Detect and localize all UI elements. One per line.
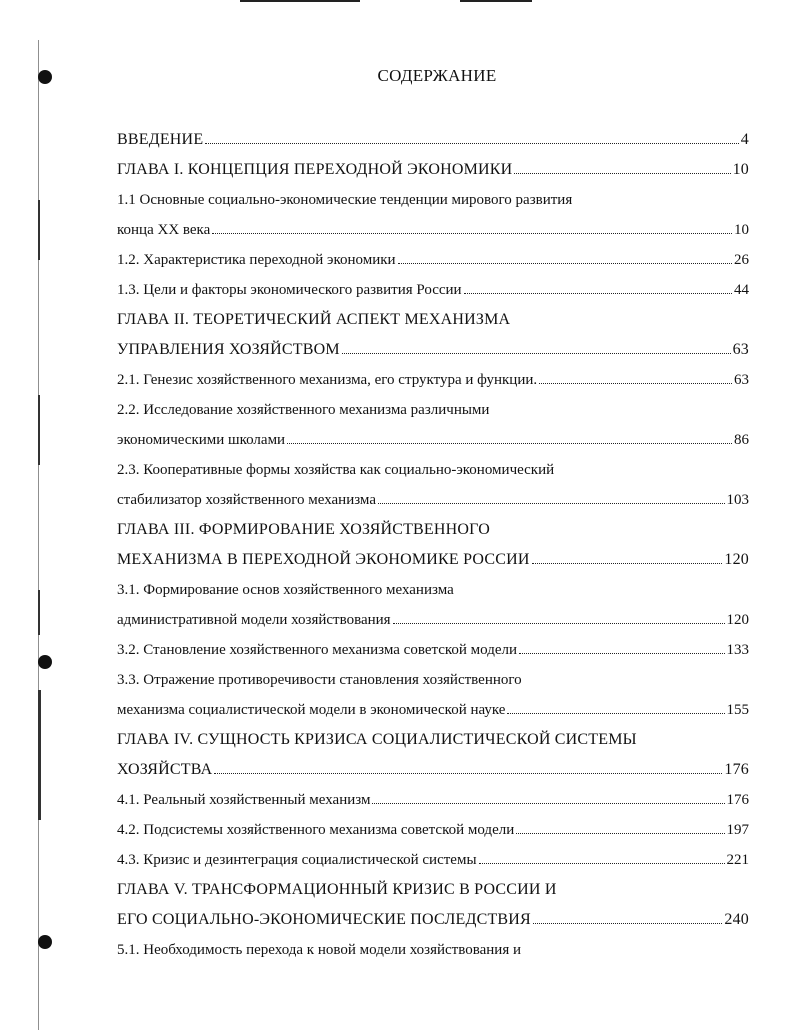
toc-entry-text: 1.2. Характеристика переходной экономики xyxy=(117,252,396,268)
toc-page-number: 176 xyxy=(726,792,749,808)
toc-chapter-entry xyxy=(117,155,749,185)
toc-page-number: 10 xyxy=(734,222,749,238)
scan-edge-mark xyxy=(38,395,40,465)
punch-hole-icon xyxy=(38,935,52,949)
toc-chapter-entry xyxy=(117,335,749,365)
toc-entry-text: конца XX века xyxy=(117,222,211,238)
toc-leader-dots xyxy=(214,772,722,774)
toc-entry-text: 2.2. Исследование хозяйственного механизма различными xyxy=(117,402,490,418)
toc-leader-dots xyxy=(514,172,730,174)
toc-page-number: 63 xyxy=(734,372,749,388)
toc-chapter-entry xyxy=(117,515,749,545)
toc-page-number: 197 xyxy=(726,822,749,838)
toc-section-entry xyxy=(117,575,749,605)
toc-entry-text: 1.3. Цели и факторы экономического развития России xyxy=(117,282,462,298)
toc-leader-dots xyxy=(507,712,724,714)
toc-chapter-entry xyxy=(117,755,749,785)
toc-page-number: 10 xyxy=(732,161,749,178)
toc-entry-text: ГЛАВА IV. СУЩНОСТЬ КРИЗИСА СОЦИАЛИСТИЧЕСКОЙ СИСТЕМЫ xyxy=(117,731,637,748)
toc-leader-dots xyxy=(533,922,722,924)
toc-section-entry xyxy=(117,785,749,815)
page-title: СОДЕРЖАНИЕ xyxy=(377,66,497,85)
toc-entry-text: ВВЕДЕНИЕ xyxy=(117,131,204,148)
punch-hole-icon xyxy=(38,655,52,669)
toc-leader-dots xyxy=(212,232,732,234)
toc-entry-text: МЕХАНИЗМА В ПЕРЕХОДНОЙ ЭКОНОМИКЕ РОССИИ xyxy=(117,551,530,568)
toc-entry-text: 4.3. Кризис и дезинтеграция социалистической системы xyxy=(117,852,477,868)
toc-leader-dots xyxy=(378,502,725,504)
toc-entry-text: 2.1. Генезис хозяйственного механизма, его структура и функции. xyxy=(117,372,538,388)
toc-section-entry xyxy=(117,605,749,635)
toc-section-entry xyxy=(117,815,749,845)
toc-page-number: 4 xyxy=(740,131,749,148)
toc-page-number: 176 xyxy=(724,761,749,778)
toc-section-entry xyxy=(117,485,749,515)
toc-page-number: 120 xyxy=(726,612,749,628)
toc-leader-dots xyxy=(464,292,732,294)
toc-leader-dots xyxy=(205,142,739,144)
scan-top-mark xyxy=(240,0,360,2)
toc-entry-text: ГЛАВА II. ТЕОРЕТИЧЕСКИЙ АСПЕКТ МЕХАНИЗМА xyxy=(117,311,511,328)
toc-page-number: 44 xyxy=(734,282,749,298)
toc-section-entry xyxy=(117,245,749,275)
toc-section-entry xyxy=(117,425,749,455)
toc-page-number: 221 xyxy=(726,852,749,868)
toc-section-entry xyxy=(117,455,749,485)
toc-leader-dots xyxy=(393,622,725,624)
toc-entry-text: ГЛАВА III. ФОРМИРОВАНИЕ ХОЗЯЙСТВЕННОГО xyxy=(117,521,490,538)
toc-entry-text: ГЛАВА I. КОНЦЕПЦИЯ ПЕРЕХОДНОЙ ЭКОНОМИКИ xyxy=(117,161,513,178)
scan-edge-mark xyxy=(38,590,40,635)
toc-page-number: 120 xyxy=(724,551,749,568)
toc-entry-text: ХОЗЯЙСТВА xyxy=(117,761,213,778)
toc-section-entry xyxy=(117,365,749,395)
toc-section-entry xyxy=(117,275,749,305)
toc-chapter-entry xyxy=(117,545,749,575)
scan-edge-mark xyxy=(38,690,41,820)
toc-section-entry xyxy=(117,695,749,725)
toc-entry-text: 3.1. Формирование основ хозяйственного механизма xyxy=(117,582,454,598)
toc-entry-text: стабилизатор хозяйственного механизма xyxy=(117,492,376,508)
toc-page-number: 63 xyxy=(732,341,749,358)
toc-page-number: 155 xyxy=(726,702,749,718)
toc-entry-text: 5.1. Необходимость перехода к новой модели хозяйствования и xyxy=(117,942,521,958)
toc-entry-text: 4.2. Подсистемы хозяйственного механизма советской модели xyxy=(117,822,515,838)
toc-section-entry xyxy=(117,635,749,665)
toc-entry-text: 2.3. Кооперативные формы хозяйства как социально-экономический xyxy=(117,462,555,478)
toc-leader-dots xyxy=(398,262,732,264)
toc-entry-text: 3.3. Отражение противоречивости становления хозяйственного xyxy=(117,672,522,688)
toc-leader-dots xyxy=(342,352,731,354)
toc-page-number: 103 xyxy=(726,492,749,508)
toc-chapter-entry xyxy=(117,875,749,905)
scan-top-mark xyxy=(460,0,532,2)
toc-leader-dots xyxy=(539,382,732,384)
scan-left-edge xyxy=(38,40,39,1030)
toc-leader-dots xyxy=(532,562,723,564)
toc-chapter-entry xyxy=(117,125,749,155)
toc-chapter-entry xyxy=(117,905,749,935)
toc-leader-dots xyxy=(287,442,732,444)
toc-entry-text: механизма социалистической модели в экономической науке xyxy=(117,702,506,718)
toc-page-number: 133 xyxy=(726,642,749,658)
toc-chapter-entry xyxy=(117,725,749,755)
toc-section-entry xyxy=(117,935,749,965)
toc-entry-text: административной модели хозяйствования xyxy=(117,612,391,628)
toc-section-entry xyxy=(117,665,749,695)
toc-entry-text: 3.2. Становление хозяйственного механизма советской модели xyxy=(117,642,518,658)
toc-entry-text: УПРАВЛЕНИЯ ХОЗЯЙСТВОМ xyxy=(117,341,340,358)
toc-page-number: 26 xyxy=(734,252,749,268)
toc-leader-dots xyxy=(479,862,725,864)
toc-section-entry xyxy=(117,185,749,215)
toc-entry-text: экономическими школами xyxy=(117,432,286,448)
toc-entry-text: 1.1 Основные социально-экономические тенденции мирового развития xyxy=(117,192,573,208)
toc-chapter-entry xyxy=(117,305,749,335)
toc-section-entry xyxy=(117,845,749,875)
toc-entry-text: ГЛАВА V. ТРАНСФОРМАЦИОННЫЙ КРИЗИС В РОССИИ И xyxy=(117,881,557,898)
toc-entry-text: 4.1. Реальный хозяйственный механизм xyxy=(117,792,371,808)
toc-leader-dots xyxy=(516,832,724,834)
table-of-contents xyxy=(117,125,749,965)
toc-page-number: 240 xyxy=(724,911,749,928)
toc-section-entry xyxy=(117,395,749,425)
toc-page-number: 86 xyxy=(734,432,749,448)
toc-leader-dots xyxy=(372,802,724,804)
toc-leader-dots xyxy=(519,652,724,654)
toc-entry-text: ЕГО СОЦИАЛЬНО-ЭКОНОМИЧЕСКИЕ ПОСЛЕДСТВИЯ xyxy=(117,911,531,928)
toc-section-entry xyxy=(117,215,749,245)
scan-edge-mark xyxy=(38,200,40,260)
